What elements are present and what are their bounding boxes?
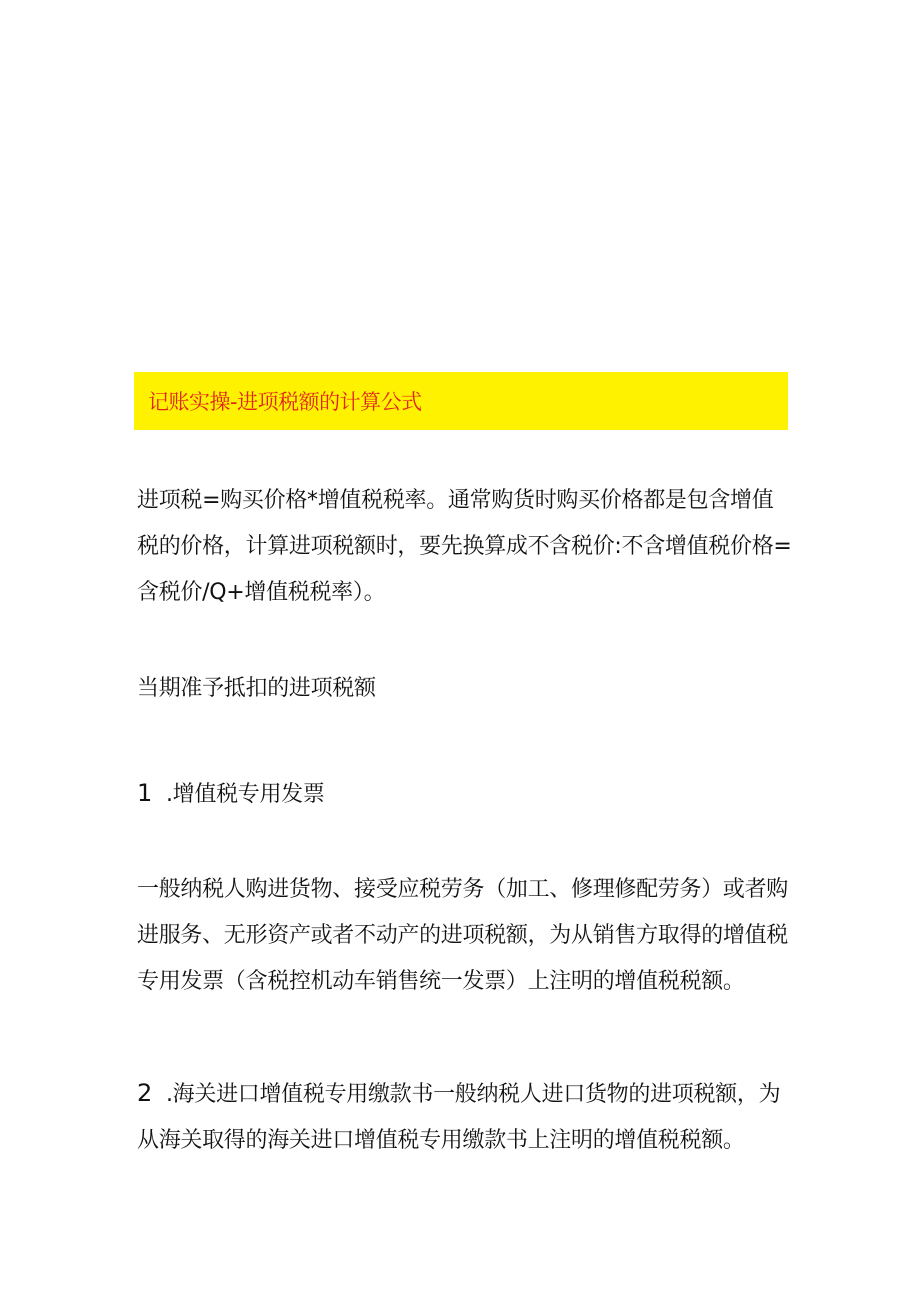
item-1-body xyxy=(137,867,787,1005)
formula-line: 税的价格，计算进项税额时，要先换算成不含税价:不含增值税价格= xyxy=(137,534,792,559)
item-1-heading-text: .增值税专用发票 xyxy=(165,782,325,807)
item-1-body-line: 一般纳税人购进货物、接受应税劳务（加工、修理修配劳务）或者购 xyxy=(137,877,789,902)
title-banner xyxy=(134,372,788,430)
item-2-line: .海关进口增值税专用缴款书一般纳税人进口货物的进项税额，为 xyxy=(165,1082,781,1107)
section-heading-text: 当期准予抵扣的进项税额 xyxy=(137,676,376,701)
item-1-body-line: 进服务、无形资产或者不动产的进项税额，为从销售方取得的增值税 xyxy=(137,923,789,948)
section-heading xyxy=(137,666,787,712)
document-title: 记账实操-进项税额的计算公式 xyxy=(148,390,422,414)
formula-paragraph xyxy=(137,478,792,616)
item-2-line: 从海关取得的海关进口增值税专用缴款书上注明的增值税税额。 xyxy=(137,1128,745,1153)
item-2-number: 2 xyxy=(137,1079,152,1107)
item-1-body-line: 专用发票（含税控机动车销售统一发票）上注明的增值税税额。 xyxy=(137,969,745,994)
item-1-number: 1 xyxy=(137,779,152,807)
formula-line: 含税价/Q+增值税税率）。 xyxy=(137,580,386,605)
formula-line: 进项税=购买价格*增值税税率。通常购货时购买价格都是包含增值 xyxy=(137,488,774,513)
item-1-heading xyxy=(137,770,787,818)
item-2-paragraph xyxy=(137,1070,787,1164)
